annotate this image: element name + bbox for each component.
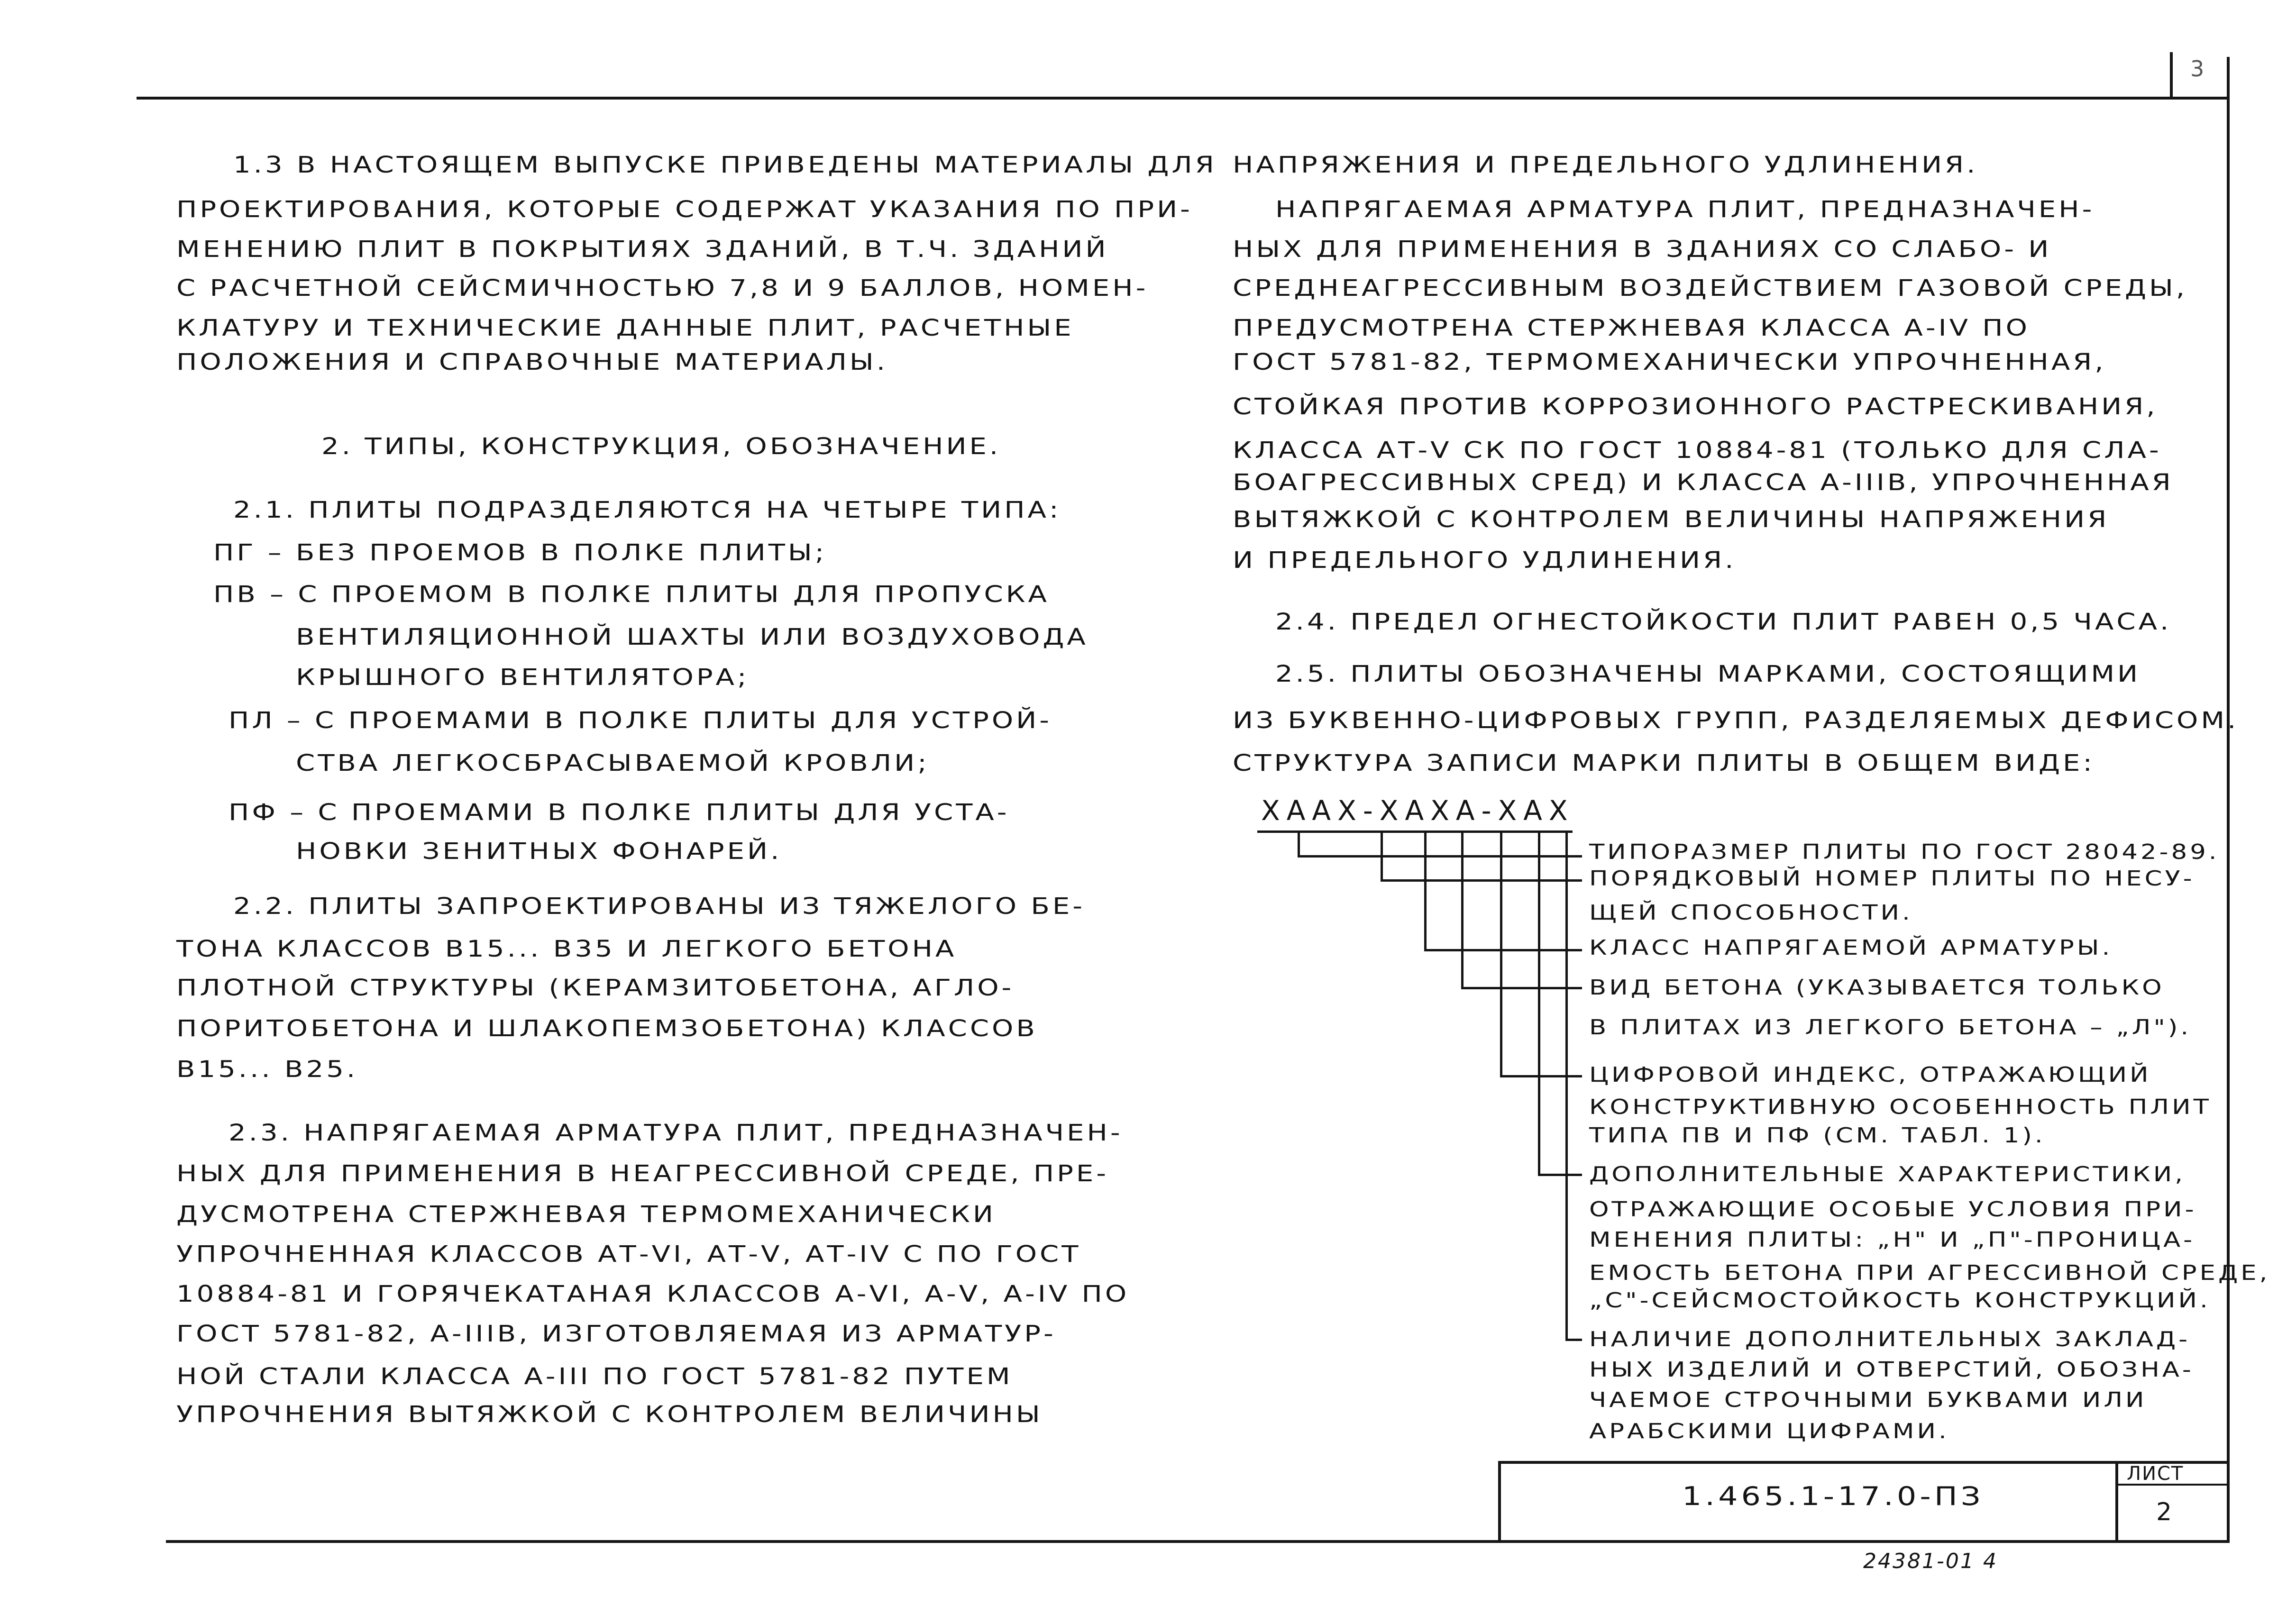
legend-line: ТИПОРАЗМЕР ПЛИТЫ ПО ГОСТ 28042-89.: [1589, 840, 2220, 864]
text-line: В15... В25.: [176, 1056, 358, 1083]
legend-line: В ПЛИТАХ ИЗ ЛЕГКОГО БЕТОНА – „Л").: [1589, 1015, 2192, 1040]
legend-line: ЧАЕМОЕ СТРОЧНЫМИ БУКВАМИ ИЛИ: [1589, 1388, 2147, 1412]
connector-line: [1538, 1174, 1582, 1176]
document-code: 1.465.1-17.0-ПЗ: [1682, 1481, 1984, 1511]
text-line: ПРЕДУСМОТРЕНА СТЕРЖНЕВАЯ КЛАССА А-IV ПО: [1233, 315, 2030, 341]
stamp-top-line: [1498, 1461, 2230, 1464]
text-line: КЛАТУРУ И ТЕХНИЧЕСКИЕ ДАННЫЕ ПЛИТ, РАСЧЕТНЫЕ: [176, 315, 1074, 341]
mark-underline: [1257, 830, 1573, 833]
legend-line: НАЛИЧИЕ ДОПОЛНИТЕЛЬНЫХ ЗАКЛАД-: [1589, 1327, 2191, 1351]
connector-line: [1565, 1339, 1582, 1341]
section-heading: 2. ТИПЫ, КОНСТРУКЦИЯ, ОБОЗНАЧЕНИЕ.: [321, 433, 1001, 460]
text-line: 2.1. ПЛИТЫ ПОДРАЗДЕЛЯЮТСЯ НА ЧЕТЫРЕ ТИПА:: [233, 497, 1061, 523]
legend-line: МЕНЕНИЯ ПЛИТЫ: „Н" И „П"-ПРОНИЦА-: [1589, 1228, 2195, 1252]
text-line: ПВ – С ПРОЕМОМ В ПОЛКЕ ПЛИТЫ ДЛЯ ПРОПУСКА: [213, 581, 1050, 608]
legend-line: ТИПА ПВ И ПФ (СМ. ТАБЛ. 1).: [1589, 1123, 2046, 1148]
legend-line: ПОРЯДКОВЫЙ НОМЕР ПЛИТЫ ПО НЕСУ-: [1589, 867, 2195, 891]
connector-line: [1500, 1075, 1582, 1077]
legend-line: ОТРАЖАЮЩИЕ ОСОБЫЕ УСЛОВИЯ ПРИ-: [1589, 1197, 2197, 1222]
text-line: НОВКИ ЗЕНИТНЫХ ФОНАРЕЙ.: [296, 838, 782, 865]
text-line: СТРУКТУРА ЗАПИСИ МАРКИ ПЛИТЫ В ОБЩЕМ ВИДЕ:: [1233, 750, 2095, 776]
text-line: УПРОЧНЕНИЯ ВЫТЯЖКОЙ С КОНТРОЛЕМ ВЕЛИЧИНЫ: [176, 1401, 1043, 1428]
text-line: НЫХ ДЛЯ ПРИМЕНЕНИЯ В НЕАГРЕССИВНОЙ СРЕДЕ, ПРЕ-: [176, 1160, 1109, 1187]
text-line: КЛАССА АТ-V СК ПО ГОСТ 10884-81 (ТОЛЬКО ДЛЯ СЛА-: [1233, 437, 2162, 464]
sheet-number: 2: [2156, 1498, 2172, 1526]
bottom-border-line: [166, 1540, 2230, 1543]
text-line: ПОЛОЖЕНИЯ И СПРАВОЧНЫЕ МАТЕРИАЛЫ.: [176, 349, 888, 375]
text-line: ПЛ – С ПРОЕМАМИ В ПОЛКЕ ПЛИТЫ ДЛЯ УСТРОЙ-: [229, 707, 1052, 734]
text-line: НАПРЯЖЕНИЯ И ПРЕДЕЛЬНОГО УДЛИНЕНИЯ.: [1233, 152, 1978, 178]
text-line: ПФ – С ПРОЕМАМИ В ПОЛКЕ ПЛИТЫ ДЛЯ УСТА-: [229, 799, 1010, 826]
text-line: ВЕНТИЛЯЦИОННОЙ ШАХТЫ ИЛИ ВОЗДУХОВОДА: [296, 624, 1089, 650]
sheet-label: ЛИСТ: [2127, 1463, 2184, 1485]
text-line: 10884-81 И ГОРЯЧЕКАТАНАЯ КЛАССОВ А-VI, А-V, А-IV ПО: [176, 1281, 1130, 1307]
stamp-divider-line: [2115, 1461, 2118, 1542]
connector-line: [1298, 855, 1582, 858]
text-line: НОЙ СТАЛИ КЛАССА А-III ПО ГОСТ 5781-82 ПУТЕМ: [176, 1363, 1013, 1390]
archive-number: 24381-01 4: [1863, 1549, 1998, 1573]
top-border-line: [137, 97, 2230, 100]
text-line: УПРОЧНЕННАЯ КЛАССОВ АТ-VI, АТ-V, АТ-IV С ПО ГОСТ: [176, 1241, 1081, 1268]
legend-line: КОНСТРУКТИВНУЮ ОСОБЕННОСТЬ ПЛИТ: [1589, 1095, 2212, 1119]
text-line: СРЕДНЕАГРЕССИВНЫМ ВОЗДЕЙСТВИЕМ ГАЗОВОЙ СРЕДЫ,: [1233, 275, 2188, 301]
connector-line: [1500, 832, 1502, 1076]
connector-line: [1381, 879, 1582, 882]
legend-line: ДОПОЛНИТЕЛЬНЫЕ ХАРАКТЕРИСТИКИ,: [1589, 1162, 2186, 1186]
text-line: МЕНЕНИЮ ПЛИТ В ПОКРЫТИЯХ ЗДАНИЙ, В Т.Ч. ЗДАНИЙ: [176, 236, 1109, 263]
text-line: ГОСТ 5781-82, А-IIIВ, ИЗГОТОВЛЯЕМАЯ ИЗ АРМАТУР-: [176, 1321, 1056, 1347]
text-line: 2.5. ПЛИТЫ ОБОЗНАЧЕНЫ МАРКАМИ, СОСТОЯЩИМИ: [1275, 661, 2141, 687]
text-line: ВЫТЯЖКОЙ С КОНТРОЛЕМ ВЕЛИЧИНЫ НАПРЯЖЕНИЯ: [1233, 506, 2110, 533]
text-line: С РАСЧЕТНОЙ СЕЙСМИЧНОСТЬЮ 7,8 И 9 БАЛЛОВ, НОМЕН-: [176, 275, 1149, 301]
legend-line: КЛАСС НАПРЯГАЕМОЙ АРМАТУРЫ.: [1589, 936, 2113, 960]
text-line: 2.2. ПЛИТЫ ЗАПРОЕКТИРОВАНЫ ИЗ ТЯЖЕЛОГО БЕ-: [233, 893, 1086, 920]
connector-line: [1538, 832, 1540, 1175]
text-line: ПГ – БЕЗ ПРОЕМОВ В ПОЛКЕ ПЛИТЫ;: [213, 539, 827, 566]
text-line: И ПРЕДЕЛЬНОГО УДЛИНЕНИЯ.: [1233, 547, 1737, 574]
legend-line: ЦИФРОВОЙ ИНДЕКС, ОТРАЖАЮЩИЙ: [1589, 1063, 2151, 1087]
text-line: ДУСМОТРЕНА СТЕРЖНЕВАЯ ТЕРМОМЕХАНИЧЕСКИ: [176, 1201, 997, 1228]
text-line: 1.3 В НАСТОЯЩЕМ ВЫПУСКЕ ПРИВЕДЕНЫ МАТЕРИАЛЫ ДЛЯ: [233, 152, 1217, 178]
text-line: ПЛОТНОЙ СТРУКТУРЫ (КЕРАМЗИТОБЕТОНА, АГЛО-: [176, 975, 1015, 1001]
legend-line: ЕМОСТЬ БЕТОНА ПРИ АГРЕССИВНОЙ СРЕДЕ,: [1589, 1261, 2270, 1285]
stamp-left-line: [1498, 1461, 1501, 1542]
text-line: НАПРЯГАЕМАЯ АРМАТУРА ПЛИТ, ПРЕДНАЗНАЧЕН-: [1275, 196, 2095, 223]
text-line: СТВА ЛЕГКОСБРАСЫВАЕМОЙ КРОВЛИ;: [296, 750, 930, 776]
legend-line: НЫХ ИЗДЕЛИЙ И ОТВЕРСТИЙ, ОБОЗНА-: [1589, 1358, 2194, 1382]
text-line: БОАГРЕССИВНЫХ СРЕД) И КЛАССА А-IIIВ, УПРОЧНЕННАЯ: [1233, 469, 2174, 496]
legend-line: АРАБСКИМИ ЦИФРАМИ.: [1589, 1419, 1949, 1443]
connector-line: [1424, 832, 1427, 950]
text-line: НЫХ ДЛЯ ПРИМЕНЕНИЯ В ЗДАНИЯХ СО СЛАБО- И: [1233, 236, 2052, 263]
mark-structure: ХААХ-ХАХА-ХАХ: [1261, 794, 1574, 827]
legend-line: „С"-СЕЙСМОСТОЙКОСТЬ КОНСТРУКЦИЙ.: [1589, 1288, 2211, 1313]
corner-tick-line: [2170, 52, 2173, 100]
right-border-line: [2227, 57, 2230, 1543]
text-line: КРЫШНОГО ВЕНТИЛЯТОРА;: [296, 664, 750, 691]
legend-line: ВИД БЕТОНА (УКАЗЫВАЕТСЯ ТОЛЬКО: [1589, 976, 2165, 1000]
text-line: ИЗ БУКВЕННО-ЦИФРОВЫХ ГРУПП, РАЗДЕЛЯЕМЫХ ДЕФИСОМ.: [1233, 707, 2239, 734]
connector-line: [1565, 832, 1568, 1340]
text-line: ПРОЕКТИРОВАНИЯ, КОТОРЫЕ СОДЕРЖАТ УКАЗАНИЯ ПО ПРИ-: [176, 196, 1193, 223]
text-line: 2.4. ПРЕДЕЛ ОГНЕСТОЙКОСТИ ПЛИТ РАВЕН 0,5 ЧАСА.: [1275, 609, 2172, 635]
connector-line: [1298, 832, 1300, 856]
connector-line: [1424, 949, 1582, 951]
text-line: ГОСТ 5781-82, ТЕРМОМЕХАНИЧЕСКИ УПРОЧНЕННАЯ,: [1233, 349, 2106, 375]
text-line: 2.3. НАПРЯГАЕМАЯ АРМАТУРА ПЛИТ, ПРЕДНАЗНАЧЕН-: [229, 1120, 1123, 1146]
text-line: ТОНА КЛАССОВ В15... В35 И ЛЕГКОГО БЕТОНА: [176, 936, 957, 962]
legend-line: ЩЕЙ СПОСОБНОСТИ.: [1589, 901, 1913, 925]
connector-line: [1461, 987, 1582, 989]
text-line: ПОРИТОБЕТОНА И ШЛАКОПЕМЗОБЕТОНА) КЛАССОВ: [176, 1015, 1038, 1042]
text-line: СТОЙКАЯ ПРОТИВ КОРРОЗИОННОГО РАСТРЕСКИВАНИЯ,: [1233, 393, 2158, 420]
corner-mark: 3: [2190, 56, 2205, 82]
